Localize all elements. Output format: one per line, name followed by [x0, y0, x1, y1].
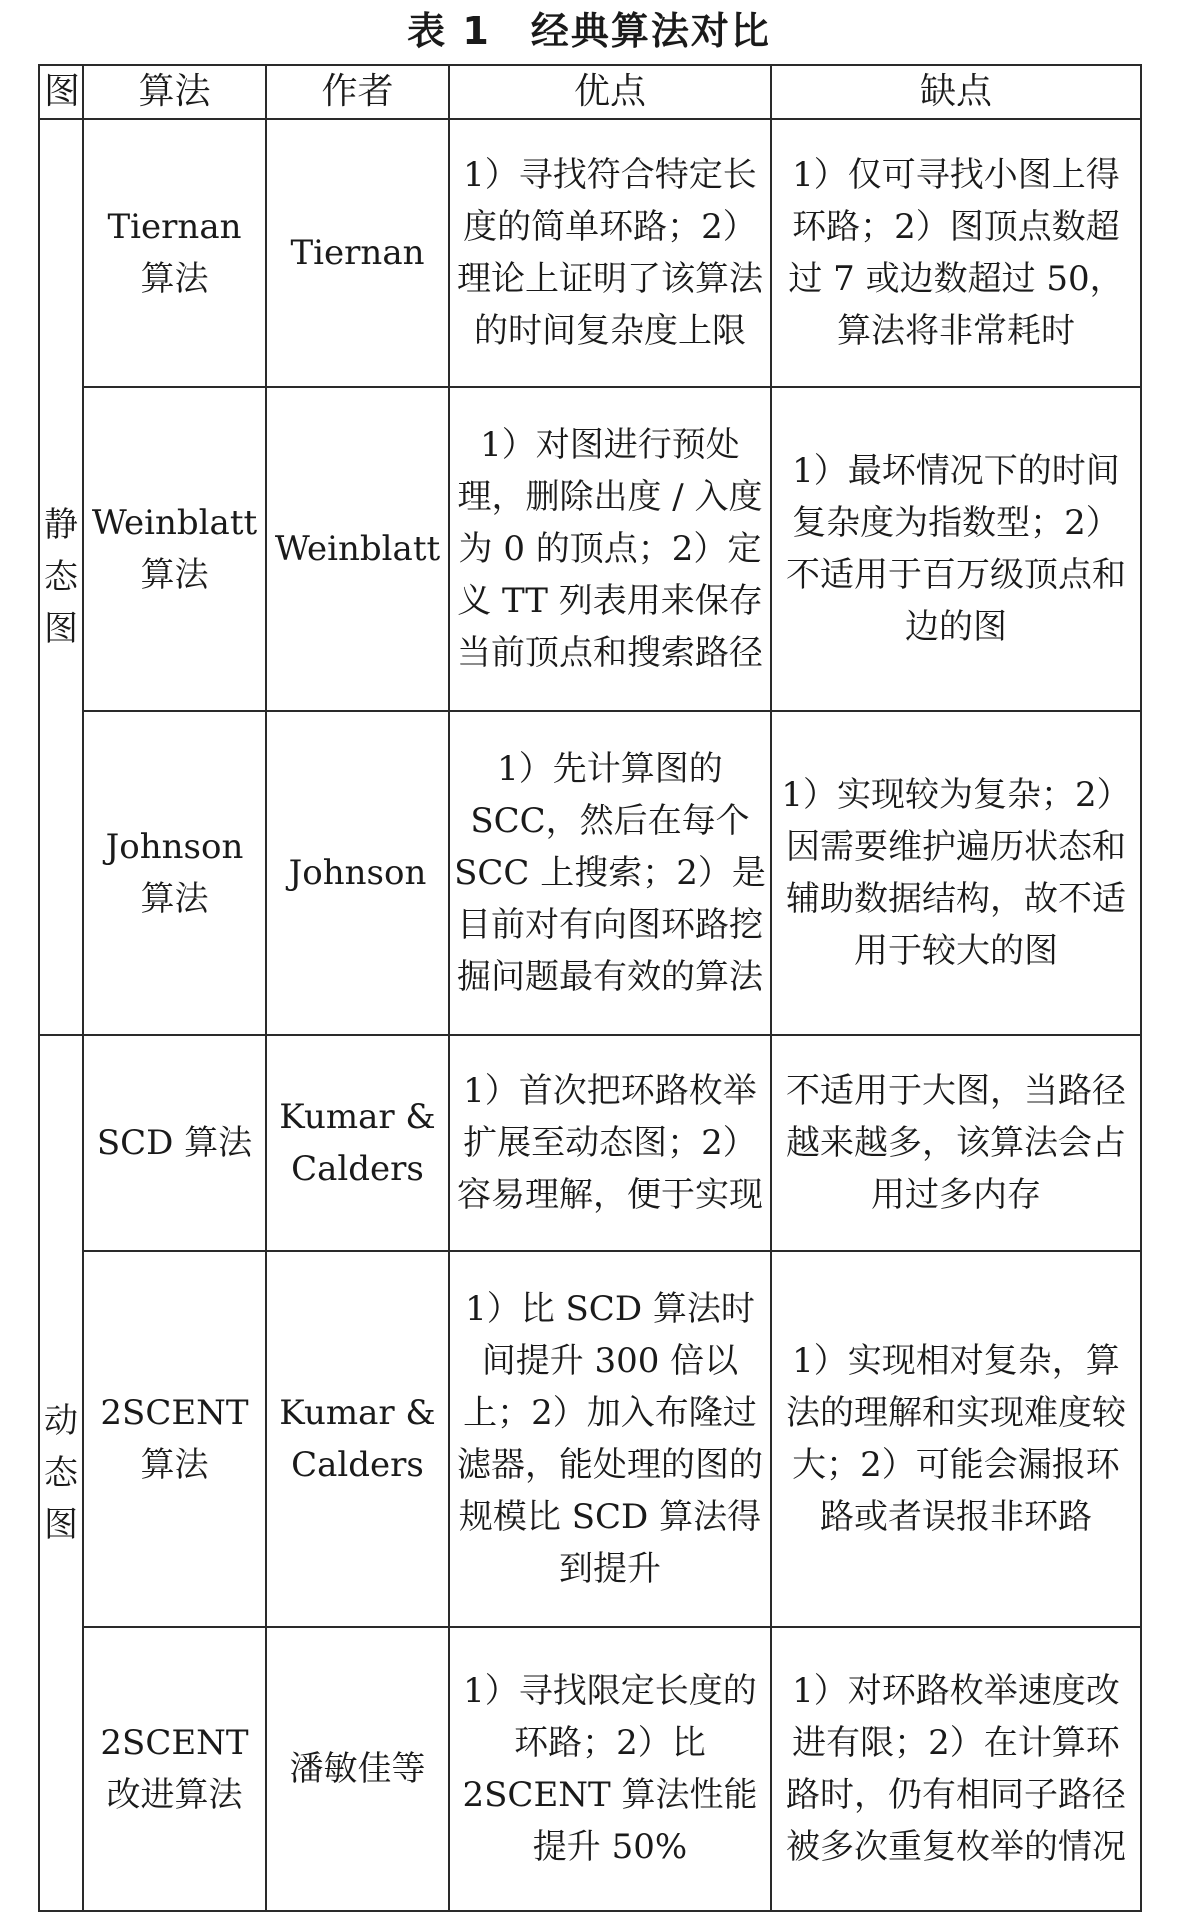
table-row [39, 1627, 1141, 1911]
author-cell: Weinblatt [266, 387, 449, 711]
header-cell-author: 作者 [266, 65, 449, 119]
pros-cell: 1）寻找符合特定长度的简单环路；2）理论上证明了该算法的时间复杂度上限 [449, 119, 771, 387]
table-row [39, 119, 1141, 387]
algorithm-cell: Tiernan 算法 [83, 119, 266, 387]
header-row [39, 65, 1141, 119]
author-cell: Johnson [266, 711, 449, 1035]
header-cell-pros: 优点 [449, 65, 771, 119]
author-cell: Kumar & Calders [266, 1035, 449, 1251]
pros-cell: 1）先计算图的 SCC，然后在每个 SCC 上搜索；2）是目前对有向图环路挖掘问题最有效的算法 [449, 711, 771, 1035]
group-label-dynamic-graph: 动 态 图 [39, 1035, 83, 1911]
algorithm-cell: 2SCENT 算法 [83, 1251, 266, 1627]
algorithm-cell: SCD 算法 [83, 1035, 266, 1251]
table-row [39, 1251, 1141, 1627]
cons-cell: 1）实现较为复杂；2）因需要维护遍历状态和辅助数据结构，故不适用于较大的图 [771, 711, 1141, 1035]
table-row [39, 711, 1141, 1035]
author-cell: Kumar & Calders [266, 1251, 449, 1627]
header-cell-cons: 缺点 [771, 65, 1141, 119]
pros-cell: 1）对图进行预处理，删除出度 / 入度为 0 的顶点；2）定义 TT 列表用来保存当前顶点和搜索路径 [449, 387, 771, 711]
algorithm-cell: 2SCENT 改进算法 [83, 1627, 266, 1911]
pros-cell: 1）首次把环路枚举扩展至动态图；2）容易理解，便于实现 [449, 1035, 771, 1251]
cons-cell: 1）最坏情况下的时间复杂度为指数型；2）不适用于百万级顶点和边的图 [771, 387, 1141, 711]
comparison-table [38, 64, 1142, 1912]
header-cell-algorithm: 算法 [83, 65, 266, 119]
header-cell-graph: 图 [39, 65, 83, 119]
table-title: 表 1 经典算法对比 [407, 9, 771, 53]
cons-cell: 1）实现相对复杂，算法的理解和实现难度较大；2）可能会漏报环路或者误报非环路 [771, 1251, 1141, 1627]
table-row [39, 1035, 1141, 1251]
table-row [39, 387, 1141, 711]
cons-cell: 不适用于大图，当路径越来越多，该算法会占用过多内存 [771, 1035, 1141, 1251]
author-cell: 潘敏佳等 [266, 1627, 449, 1911]
algorithm-cell: Johnson 算法 [83, 711, 266, 1035]
pros-cell: 1）寻找限定长度的环路；2）比 2SCENT 算法性能提升 50% [449, 1627, 771, 1911]
algorithm-cell: Weinblatt 算法 [83, 387, 266, 711]
group-label-static-graph: 静 态 图 [39, 119, 83, 1035]
pros-cell: 1）比 SCD 算法时间提升 300 倍以上；2）加入布隆过滤器，能处理的图的规模比 SCD 算法得到提升 [449, 1251, 771, 1627]
author-cell: Tiernan [266, 119, 449, 387]
cons-cell: 1）仅可寻找小图上得环路；2）图顶点数超过 7 或边数超过 50，算法将非常耗时 [771, 119, 1141, 387]
cons-cell: 1）对环路枚举速度改进有限；2）在计算环路时，仍有相同子路径被多次重复枚举的情况 [771, 1627, 1141, 1911]
